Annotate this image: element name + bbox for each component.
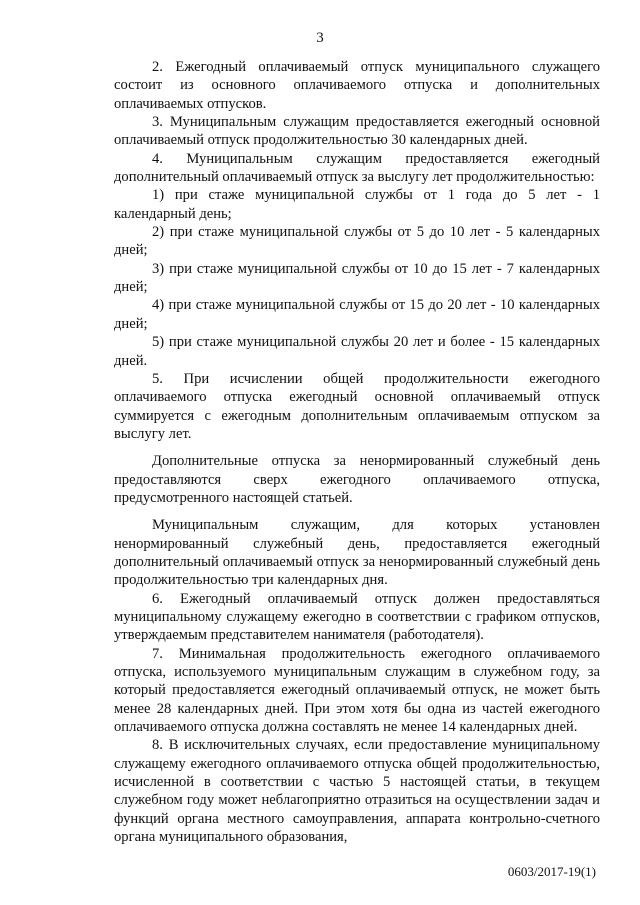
list-item-seniority-5: 5) при стаже муниципальной службы 20 лет и более - 15 календарных дней. [114,334,600,369]
paragraph-irregular-day: Муниципальным служащим, для которых установлен ненормированный служебный день, предоставляется ежегодный дополнительный оплачиваемый отпуск за ненормированный служебный день продолжительностью три календарных дня. [114,517,600,589]
paragraph-clause-2: 2. Ежегодный оплачиваемый отпуск муниципального служащего состоит из основного оплачиваемого отпуска и дополнительных оплачиваемых отпусков. [114,59,600,112]
list-item-seniority-4: 4) при стаже муниципальной службы от 15 до 20 лет - 10 календарных дней; [114,297,600,332]
paragraph-clause-4: 4. Муниципальным служащим предоставляется ежегодный дополнительный оплачиваемый отпуск за выслугу лет продолжительностью: [114,150,600,186]
document-code: 0603/2017-19(1) [507,864,596,879]
list-item-seniority-2: 2) при стаже муниципальной службы от 5 до 10 лет - 5 календарных дней; [114,224,600,259]
paragraph-additional-leave: Дополнительные отпуска за ненормированный служебный день предоставляются сверх ежегодного оплачиваемого отпуска, предусмотренного настоящей статьей. [114,453,600,506]
document-body [114,58,600,846]
paragraph-clause-6: 6. Ежегодный оплачиваемый отпуск должен предоставляться муниципальному служащему ежегодно в соответствии с графиком отпусков, утверждаемым представителем нанимателя (работодателя). [114,590,600,644]
page-number: 3 [316,30,324,46]
list-item-seniority-1: 1) при стаже муниципальной службы от 1 года до 5 лет - 1 календарный день; [114,187,600,222]
paragraph-clause-8: 8. В исключительных случаях, если предоставление муниципальному служащему ежегодного оплачиваемого отпуска общей продолжительностью, исчисленной в соответствии с частью 5 настоящей статьи, в текущем служебном году может неблагоприятно отразиться на осуществлении задач и функций органа местного самоуправления, аппарата контрольно-счетного органа муниципального образования, [114,737,600,846]
paragraph-clause-7: 7. Минимальная продолжительность ежегодного оплачиваемого отпуска, используемого муниципальным служащим в служебном году, за который предоставляется ежегодный оплачиваемый отпуск, не может быть менее 28 календарных дней. При этом хотя бы одна из частей ежегодного оплачиваемого отпуска должна составлять не менее 14 календарных дней. [114,645,600,736]
paragraph-clause-5: 5. При исчислении общей продолжительности ежегодного оплачиваемого отпуска ежегодный основной оплачиваемый отпуск суммируется с ежегодным дополнительным оплачиваемым отпуском за выслугу лет. [114,370,600,442]
list-item-seniority-3: 3) при стаже муниципальной службы от 10 до 15 лет - 7 календарных дней; [114,260,600,296]
paragraph-clause-3: 3. Муниципальным служащим предоставляется ежегодный основной оплачиваемый отпуск продолжительностью 30 календарных дней. [114,114,600,149]
